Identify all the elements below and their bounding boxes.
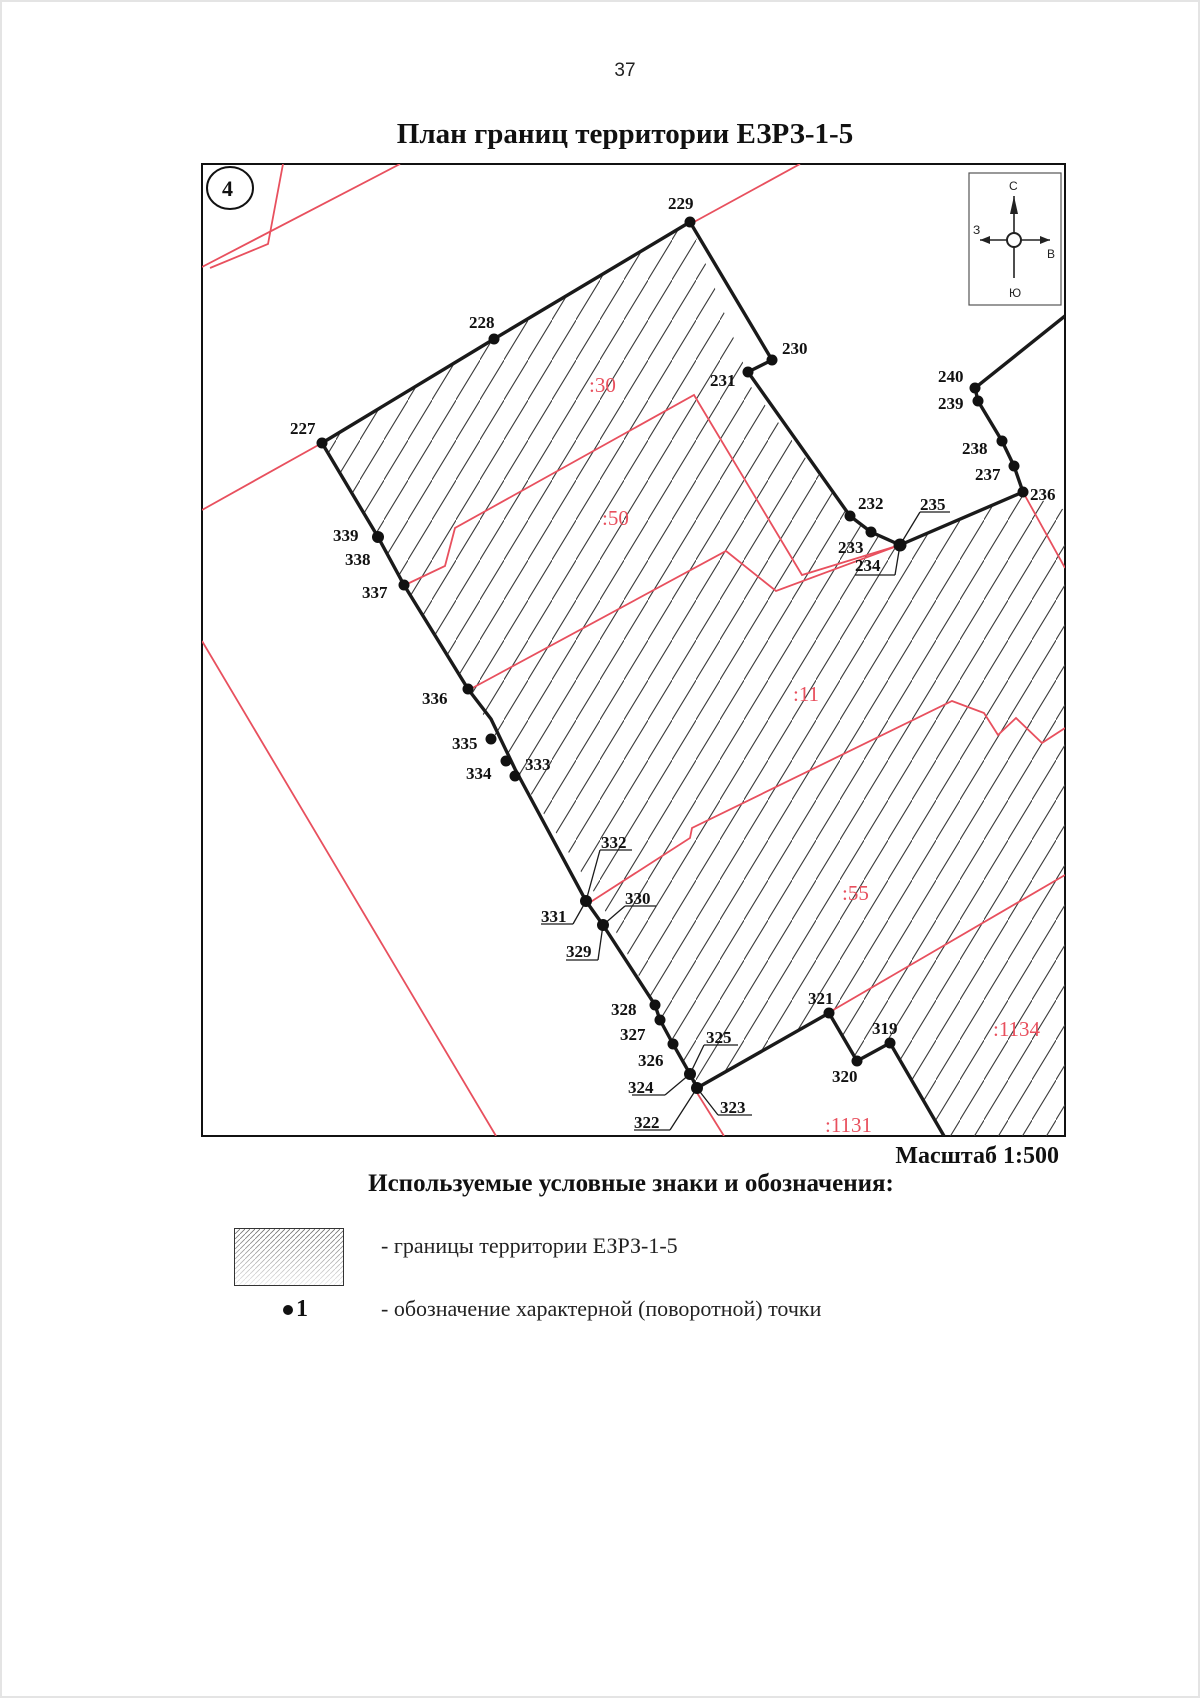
point-label: 335 <box>452 734 478 753</box>
point-label: 331 <box>541 907 567 926</box>
turning-point <box>894 539 907 552</box>
turning-point <box>486 734 497 745</box>
turning-point <box>767 355 778 366</box>
compass-north: С <box>1009 179 1018 193</box>
turning-point <box>743 367 754 378</box>
point-label: 236 <box>1030 485 1056 504</box>
plot-label: :1131 <box>825 1113 873 1137</box>
legend-text-territory: - границы территории ЕЗРЗ-1-5 <box>381 1233 678 1258</box>
point-label: 326 <box>638 1051 664 1070</box>
turning-point <box>650 1000 661 1011</box>
point-dot-icon <box>283 1305 293 1315</box>
turning-point <box>970 383 981 394</box>
point-label: 330 <box>625 889 651 908</box>
badge-number: 4 <box>222 176 233 201</box>
turning-point <box>655 1015 666 1026</box>
turning-point <box>580 895 592 907</box>
turning-point <box>597 919 609 931</box>
plot-label: :11 <box>793 682 820 706</box>
compass-rose <box>969 173 1061 305</box>
point-label: 234 <box>855 556 881 575</box>
point-label: 325 <box>706 1028 732 1047</box>
plot-label: :55 <box>842 881 869 905</box>
page-title: План границ территории ЕЗРЗ-1-5 <box>396 118 854 150</box>
point-label: 231 <box>710 371 736 390</box>
point-label: 229 <box>668 194 694 213</box>
sheet-badge <box>207 167 253 209</box>
point-label: 240 <box>938 367 964 386</box>
turning-point <box>685 217 696 228</box>
turning-point <box>691 1082 703 1094</box>
compass-east: В <box>1047 247 1056 261</box>
point-label: 323 <box>720 1098 746 1117</box>
point-label: 228 <box>469 313 495 332</box>
point-label: 319 <box>872 1019 898 1038</box>
turning-point <box>684 1068 696 1080</box>
point-label: 332 <box>601 833 627 852</box>
turning-point <box>885 1038 896 1049</box>
point-label: 232 <box>858 494 884 513</box>
point-label: 334 <box>466 764 492 783</box>
point-label: 338 <box>345 550 371 569</box>
turning-point <box>1018 487 1029 498</box>
point-label: 322 <box>634 1113 660 1132</box>
point-label: 329 <box>566 942 592 961</box>
plot-label: :30 <box>589 373 616 397</box>
legend-title: Используемые условные знаки и обозначения: <box>368 1170 894 1197</box>
turning-point <box>973 396 984 407</box>
point-label: 337 <box>362 583 388 602</box>
point-label: 327 <box>620 1025 646 1044</box>
plot-label: :1134 <box>993 1017 1041 1041</box>
turning-point <box>501 756 512 767</box>
turning-point <box>997 436 1008 447</box>
turning-point <box>510 771 521 782</box>
turning-point <box>845 511 856 522</box>
point-label: 233 <box>838 538 864 557</box>
turning-point <box>1009 461 1020 472</box>
turning-point <box>668 1039 679 1050</box>
page-number: 37 <box>614 60 636 81</box>
point-label: 237 <box>975 465 1001 484</box>
legend-point-symbol <box>283 1296 308 1323</box>
point-label: 333 <box>525 755 551 774</box>
point-label: 320 <box>832 1067 858 1086</box>
legend-text-point: - обозначение характерной (поворотной) точки <box>381 1296 822 1321</box>
map-scale: Масштаб 1:500 <box>895 1143 1059 1169</box>
point-label: 239 <box>938 394 964 413</box>
turning-point <box>399 580 410 591</box>
turning-point <box>463 684 474 695</box>
point-label: 324 <box>628 1078 654 1097</box>
turning-point <box>852 1056 863 1067</box>
legend-hatch-swatch <box>234 1228 344 1286</box>
turning-point <box>489 334 500 345</box>
turning-point <box>317 438 328 449</box>
plot-label: :50 <box>602 506 629 530</box>
point-label: 336 <box>422 689 448 708</box>
point-label: 328 <box>611 1000 637 1019</box>
point-label: 321 <box>808 989 834 1008</box>
compass-south: Ю <box>1009 286 1022 300</box>
point-label: 227 <box>290 419 316 438</box>
point-label: 230 <box>782 339 808 358</box>
legend-point-number: 1 <box>296 1296 308 1322</box>
turning-point <box>824 1008 835 1019</box>
turning-point <box>372 531 384 543</box>
turning-point <box>866 527 877 538</box>
compass-west: З <box>973 223 981 237</box>
point-label: 235 <box>920 495 946 514</box>
point-label: 238 <box>962 439 988 458</box>
point-label: 339 <box>333 526 359 545</box>
